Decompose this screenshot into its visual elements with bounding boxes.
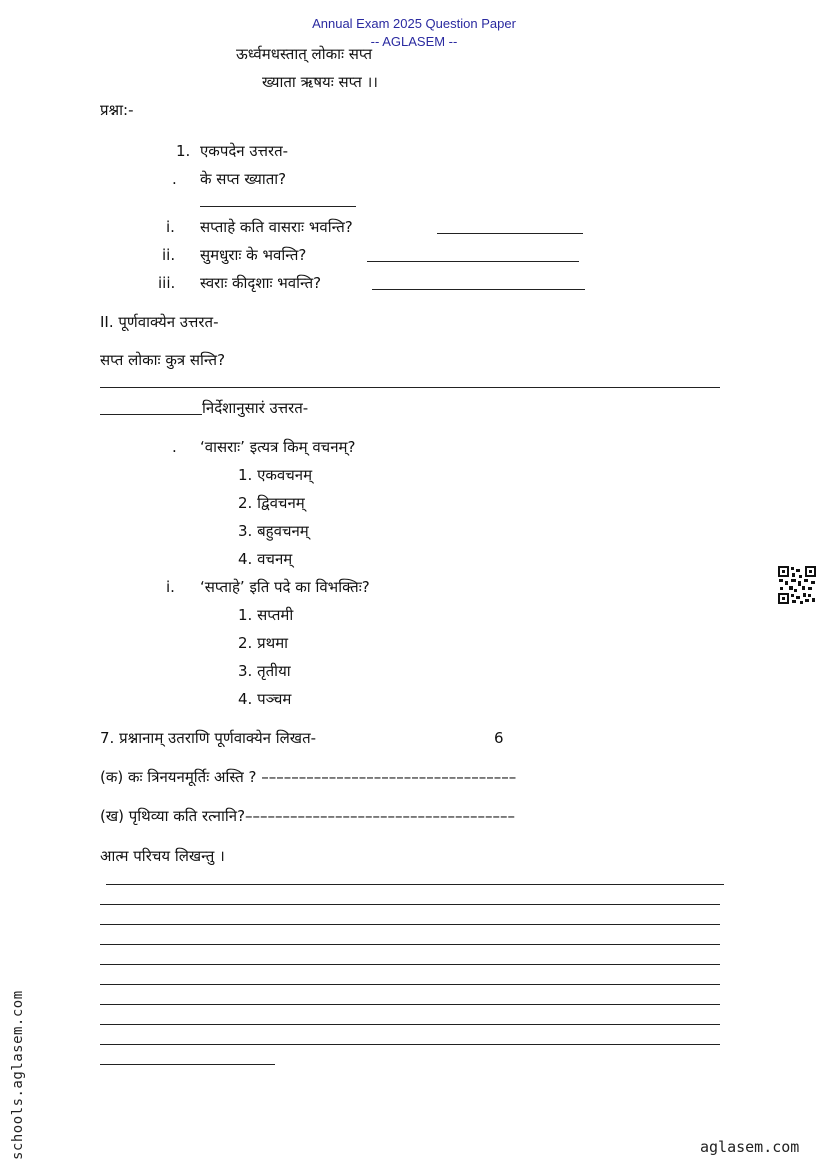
essay-line [100,1064,275,1065]
essay-line [100,1004,720,1005]
verse-line-2: ख्याता ऋषयः सप्त ।। [262,73,378,91]
answer-line [100,387,720,388]
section7-question-kha: (ख) पृथिव्या कति रत्नानि?–––––––––––––––––––––––––––––––––––– [100,807,516,825]
prashna-label: प्रश्ना:- [100,101,134,119]
section3-q2-text: ‘सप्ताहे’ इति पदे का विभक्तिः? [200,578,370,596]
footer-watermark: aglasem.com [700,1138,800,1156]
section3-q1-option-3: 3. बहुवचनम् [238,522,309,540]
section3-q1-option-2: 2. द्विवचनम् [238,494,305,512]
section1-title: एकपदेन उत्तरत- [200,142,289,160]
essay-line [100,964,720,965]
essay-line [100,984,720,985]
essay-line [100,1024,720,1025]
section1-item-1-num: i. [166,218,175,236]
section1-item-0-text: के सप्त ख्याता? [200,170,287,188]
header-title: Annual Exam 2025 Question Paper [312,16,516,31]
section3-title: निर्देशानुसारं उत्तरत- [202,399,309,417]
essay-line [100,924,720,925]
section1-number: 1. [176,142,191,160]
section3-q2-num: i. [166,578,175,596]
section3-q2-option-3: 3. तृतीया [238,662,291,680]
qr-code-icon [777,565,817,605]
answer-line [437,233,583,234]
section3-q1-option-4: 4. वचनम् [238,550,293,568]
essay-prompt: आत्म परिचय लिखन्तु । [100,847,225,865]
essay-line [100,1044,720,1045]
essay-line [100,904,720,905]
answer-line [367,261,579,262]
section1-item-3-text: स्वराः कीदृशाः भवन्ति? [200,274,322,292]
section7-title: 7. प्रश्नानाम् उतराणि पूर्णवाक्येन लिखत- [100,729,317,747]
answer-line [372,289,585,290]
section3-q1-text: ‘वासराः’ इत्यत्र किम् वचनम्? [200,438,356,456]
side-watermark: schools.aglasem.com [10,990,26,1160]
essay-line [100,944,720,945]
section1-item-0-num: . [172,170,177,188]
section1-item-2-text: सुमधुराः के भवन्ति? [200,246,307,264]
section7-question-ka: (क) कः त्रिनयनमूर्तिः अस्ति ? –––––––––––––––––––––––––––––––––– [100,768,517,786]
section3-q2-option-1: 1. सप्तमी [238,606,294,624]
section2-title: II. पूर्णवाक्येन उत्तरत- [100,313,219,331]
section1-item-1-text: सप्ताहे कति वासराः भवन्ति? [200,218,353,236]
section1-item-2-num: ii. [162,246,176,264]
section3-q1-num: . [172,438,177,456]
answer-line [200,206,356,207]
section7-marks: 6 [494,729,504,747]
section1-item-3-num: iii. [158,274,176,292]
section2-question: सप्त लोकाः कुत्र सन्ति? [100,351,226,369]
section3-q2-option-4: 4. पञ्चम [238,690,292,708]
verse-line-1: ऊर्ध्वमधस्तात् लोकाः सप्त [236,45,373,63]
answer-line [100,414,202,415]
header-brand: -- AGLASEM -- [370,34,458,49]
section3-q2-option-2: 2. प्रथमा [238,634,289,652]
essay-line [106,884,724,885]
section3-q1-option-1: 1. एकवचनम् [238,466,313,484]
